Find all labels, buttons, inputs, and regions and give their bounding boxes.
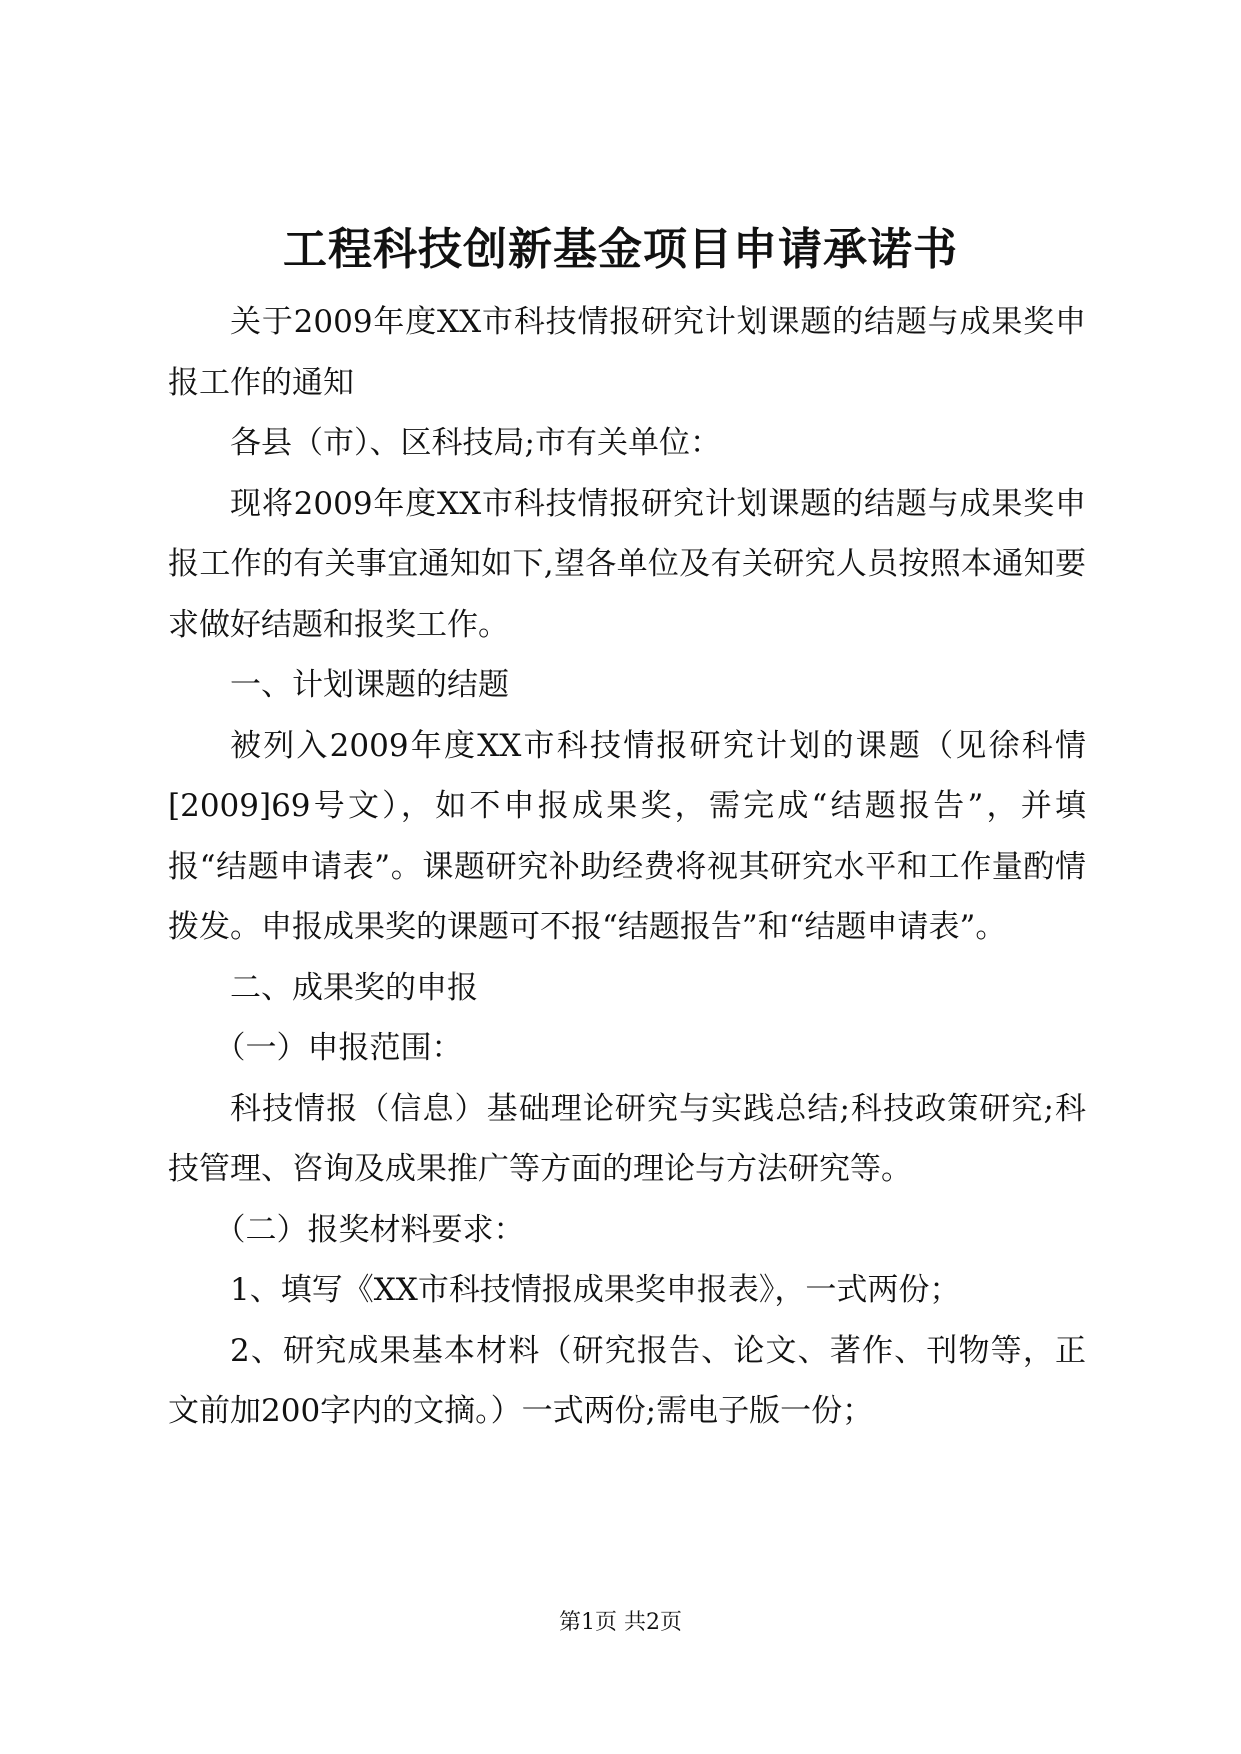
paragraph-scope: 科技情报（信息）基础理论研究与实践总结;科技政策研究;科技管理、咨询及成果推广等方面的理论与方法研究等。	[168, 1090, 1086, 1187]
document-body	[168, 292, 1086, 1442]
paragraph-recipients: 各县（市）、区科技局;市有关单位：	[230, 425, 721, 461]
paragraph-intro: 现将2009年度XX市科技情报研究计划课题的结题与成果奖申报工作的有关事宜通知如下,望各单位及有关研究人员按照本通知要求做好结题和报奖工作。	[168, 485, 1086, 643]
section-heading-2: 二、成果奖的申报	[230, 969, 478, 1006]
paragraph-notice-title: 关于2009年度XX市科技情报研究计划课题的结题与成果奖申报工作的通知	[168, 304, 1086, 401]
subsection-heading-1: （一）申报范围：	[214, 1030, 463, 1066]
list-item-2: 2、研究成果基本材料（研究报告、论文、著作、刊物等，正文前加200字内的文摘。）一式两份;需电子版一份；	[168, 1332, 1086, 1429]
subsection-heading-2: （二）报奖材料要求：	[214, 1211, 525, 1248]
page-footer: 第1页 共2页	[559, 1610, 682, 1635]
document-title: 工程科技创新基金项目申请承诺书	[283, 224, 958, 275]
section-heading-1: 一、计划课题的结题	[230, 667, 509, 703]
list-item-1: 1、填写《XX市科技情报成果奖申报表》，一式两份；	[230, 1272, 961, 1308]
paragraph-section-1: 被列入2009年度XX市科技情报研究计划的课题（见徐科情[2009]69号文），如不申报成果奖，需完成“结题报告”，并填报“结题申请表”。课题研究补助经费将视其研究水平和工作量酌情拨发。申报成果奖的课题可不报“结题报告”和“结题申请表”。	[168, 727, 1086, 945]
